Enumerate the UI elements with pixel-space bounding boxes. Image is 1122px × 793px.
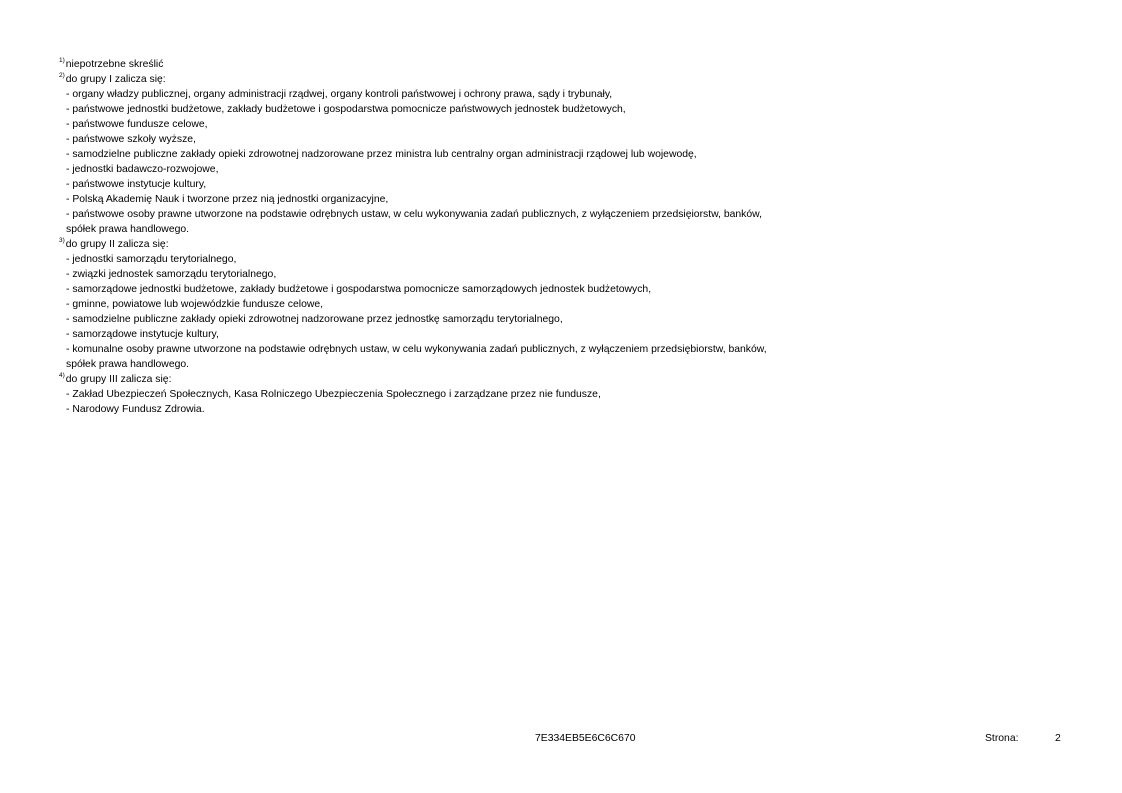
footnote-4: [59, 372, 1059, 417]
footnote-2: [59, 72, 1059, 237]
list-item: - samodzielne publiczne zakłady opieki zdrowotnej nadzorowane przez jednostkę samorządu terytorialnego,: [66, 314, 563, 325]
list-item: - organy władzy publicznej, organy administracji rządwej, organy kontroli państwowej i ochrony prawa, sądy i trybunały,: [66, 89, 613, 100]
list-item: - państwowe szkoły wyższe,: [66, 134, 196, 145]
page-number: 2: [1055, 733, 1061, 744]
list-item: - Narodowy Fundusz Zdrowia.: [66, 404, 205, 415]
footnote-heading-text: niepotrzebne skreślić: [65, 59, 164, 70]
footnote-heading-text: do grupy II zalicza się:: [65, 239, 169, 250]
list-item: - jednostki badawczo-rozwojowe,: [66, 164, 219, 175]
list-item: - Zakład Ubezpieczeń Społecznych, Kasa Rolniczego Ubezpieczenia Społecznego i zarządzane przez nie fundusze,: [66, 389, 601, 400]
footnote-1: [59, 57, 1059, 72]
list-item: - komunalne osoby prawne utworzone na podstawie odrębnych ustaw, w celu wykonywania zadań publicznych, z wyłączeniem przedsiębiorstw, banków,: [66, 344, 767, 355]
list-item: - samodzielne publiczne zakłady opieki zdrowotnej nadzorowane przez ministra lub centralny organ administracji rządowej lub wojewodę,: [66, 149, 697, 160]
page-label: Strona:: [985, 733, 1019, 744]
list-item: - państwowe instytucje kultury,: [66, 179, 207, 190]
footnote-heading: [59, 237, 1059, 252]
footnote-heading: [59, 372, 1059, 387]
footnote-heading: [59, 72, 1059, 87]
footnote-marker: 1): [59, 56, 65, 64]
footnote-heading-text: do grupy I zalicza się:: [65, 74, 166, 85]
footnote-heading: [59, 57, 1059, 72]
list-item: - samorządowe instytucje kultury,: [66, 329, 219, 340]
list-item: - państwowe osoby prawne utworzone na podstawie odrębnych ustaw, w celu wykonywania zadań publicznych, z wyłączeniem przedsięiorstw, banków,: [66, 209, 762, 220]
list-item: spółek prawa handlowego.: [66, 359, 190, 370]
footnotes-section: [59, 57, 1059, 417]
document-code: 7E334EB5E6C6C670: [535, 733, 636, 744]
list-item: - państwowe jednostki budżetowe, zakłady budżetowe i gospodarstwa pomocnicze państwowych jednostek budżetowych,: [66, 104, 626, 115]
list-item: spółek prawa handlowego.: [66, 224, 190, 235]
footnote-heading-text: do grupy III zalicza się:: [65, 374, 172, 385]
list-item: - jednostki samorządu terytorialnego,: [66, 254, 237, 265]
footnote-marker: 3): [59, 236, 65, 244]
list-item: - gminne, powiatowe lub wojewódzkie fundusze celowe,: [66, 299, 324, 310]
footnote-marker: 4): [59, 371, 65, 379]
list-item: - samorządowe jednostki budżetowe, zakłady budżetowe i gospodarstwa pomocnicze samorządowych jednostek budżetowych,: [66, 284, 652, 295]
footnote-3: [59, 237, 1059, 372]
list-item: - związki jednostek samorządu terytorialnego,: [66, 269, 277, 280]
list-item: - państwowe fundusze celowe,: [66, 119, 208, 130]
list-item: - Polską Akademię Nauk i tworzone przez nią jednostki organizacyjne,: [66, 194, 389, 205]
footnote-marker: 2): [59, 71, 65, 79]
